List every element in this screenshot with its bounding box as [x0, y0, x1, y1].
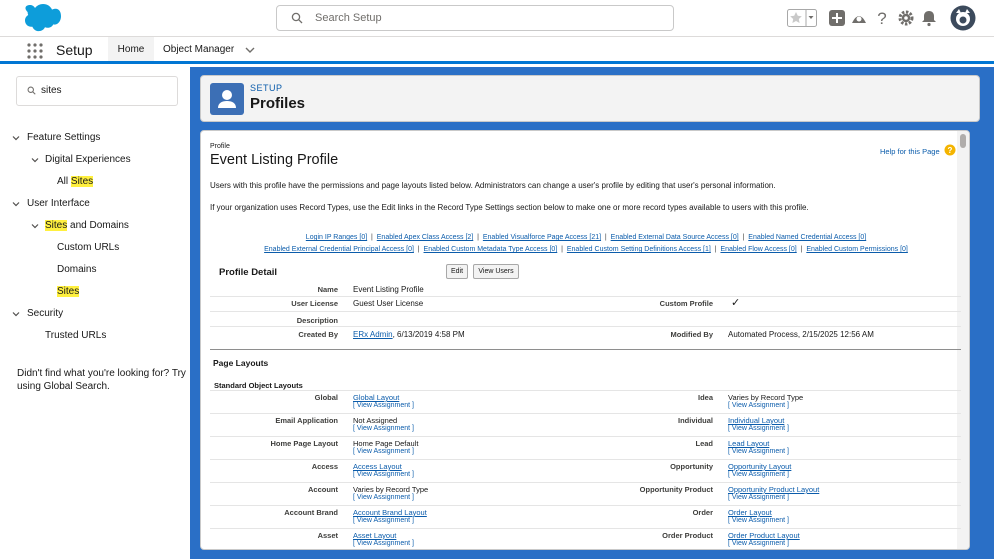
divider [210, 505, 961, 506]
view-assignment-link[interactable]: [ View Assignment ] [728, 471, 789, 478]
field-label-description: Description [296, 316, 338, 325]
related-link[interactable]: Login IP Ranges [0] [305, 234, 368, 241]
layout-link[interactable]: Lead Layout [728, 439, 770, 448]
layout-value: Not Assigned [353, 416, 398, 425]
divider [210, 390, 961, 391]
global-header [0, 0, 994, 37]
sidebar-item-sites[interactable] [57, 286, 79, 297]
quick-find-value: sites [41, 85, 62, 96]
layout-object-label: Account Brand [284, 508, 338, 517]
edit-button[interactable]: Edit [446, 264, 468, 279]
user-avatar-icon[interactable] [950, 5, 976, 31]
related-link[interactable]: Enabled Custom Permissions [0] [806, 246, 908, 253]
layout-object-label: Order [692, 508, 713, 517]
section-divider [210, 349, 961, 350]
chevron-down-icon[interactable] [12, 134, 20, 142]
checkmark-icon: ✓ [731, 297, 741, 309]
related-link[interactable]: Enabled Apex Class Access [2] [376, 234, 474, 241]
search-icon [27, 86, 36, 95]
divider [210, 311, 961, 312]
profile-icon [210, 83, 244, 115]
chevron-down-icon[interactable] [31, 222, 39, 230]
profile-content-frame [200, 130, 970, 550]
layout-link[interactable]: Access Layout [353, 462, 402, 471]
sidebar-help-text: Didn't find what you're looking for? Try using Global Search. [17, 368, 186, 392]
view-users-button[interactable]: View Users [473, 264, 519, 279]
search-highlight: Sites [70, 176, 94, 187]
chevron-down-icon[interactable] [31, 156, 39, 164]
sidebar-item-digital-experiences[interactable]: Digital Experiences [45, 154, 131, 165]
salesforce-logo-icon[interactable] [17, 4, 61, 34]
page-title: Profiles [250, 95, 306, 112]
sidebar-item-feature-settings[interactable]: Feature Settings [27, 132, 101, 143]
notifications-bell-icon[interactable] [919, 8, 939, 28]
divider [210, 326, 961, 327]
field-label-user-license: User License [291, 299, 338, 308]
sidebar-item-label: All [57, 176, 71, 187]
layout-object-label: Lead [695, 439, 713, 448]
related-link[interactable]: Enabled Custom Metadata Type Access [0] [423, 246, 558, 253]
search-placeholder: Search Setup [315, 12, 382, 24]
profile-detail-heading: Profile Detail [219, 267, 278, 278]
view-assignment-link[interactable]: [ View Assignment ] [353, 494, 414, 501]
global-search-input[interactable] [276, 5, 674, 31]
layout-object-label: Access [311, 462, 338, 471]
help-icon[interactable] [872, 8, 892, 28]
help-icon[interactable] [944, 144, 956, 156]
related-link[interactable]: Enabled Flow Access [0] [720, 246, 797, 253]
field-label-custom-profile: Custom Profile [659, 299, 713, 308]
intro-text-1: Users with this profile have the permissions and page layouts listed below. Administrators can change a user's profile by editing that user's personal information. [210, 181, 776, 190]
sidebar-item-trusted-urls[interactable]: Trusted URLs [45, 330, 107, 341]
related-link[interactable]: Enabled Named Credential Access [0] [748, 234, 867, 241]
intro-text-2: If your organization uses Record Types, use the Edit links in the Record Type Settings section below to make one or more record types available to users with this profile. [210, 203, 809, 212]
field-value-name: Event Listing Profile [353, 285, 424, 294]
page-layouts-heading: Page Layouts [213, 358, 269, 368]
sidebar-item-custom-urls[interactable]: Custom URLs [57, 242, 120, 253]
layout-link[interactable]: Asset Layout [353, 531, 397, 540]
view-assignment-link[interactable]: [ View Assignment ] [728, 494, 789, 501]
layout-object-label: Asset [317, 531, 338, 540]
favorites-star-icon[interactable] [787, 8, 817, 28]
layout-link[interactable]: Opportunity Layout [728, 462, 792, 471]
view-assignment-link[interactable]: [ View Assignment ] [728, 448, 789, 455]
main-region [190, 67, 994, 559]
setup-sidebar [0, 67, 190, 559]
page-header [200, 75, 980, 122]
related-links-row-1: Login IP Ranges [0] | Enabled Apex Class Access [2] | Enabled Visualforce Page Access [21] | Enabled External Data Source Access [0] | Enabled Named Credential Access [0] [305, 234, 867, 241]
scrollbar[interactable] [957, 131, 969, 550]
app-navigation-bar [0, 37, 994, 64]
layout-link[interactable]: Order Product Layout [728, 531, 800, 540]
search-highlight: Sites [57, 286, 80, 297]
tab-object-manager[interactable]: Object Manager [163, 44, 235, 55]
related-link[interactable]: Enabled Visualforce Page Access [21] [482, 234, 602, 241]
quick-find-input[interactable] [16, 76, 178, 106]
layout-value: Varies by Record Type [353, 485, 429, 494]
field-label-modified-by: Modified By [670, 330, 713, 339]
scrollbar-thumb[interactable] [960, 134, 966, 148]
related-link[interactable]: Enabled External Data Source Access [0] [610, 234, 739, 241]
layout-object-label: Home Page Layout [270, 439, 338, 448]
layout-link[interactable]: Order Layout [728, 508, 772, 517]
layout-object-label: Opportunity [670, 462, 713, 471]
related-links-row-2: Enabled External Credential Principal Access [0] | Enabled Custom Metadata Type Access [0] | Enabled Custom Setting Definitions Access [1] | Enabled Flow Access [0] | Enabled Custom Permissions [0] [264, 246, 908, 253]
app-name: Setup [56, 42, 93, 58]
standard-layouts-heading: Standard Object Layouts [214, 381, 303, 390]
view-assignment-link[interactable]: [ View Assignment ] [353, 425, 414, 432]
layout-object-label: Global [314, 393, 338, 402]
view-assignment-link[interactable]: [ View Assignment ] [353, 517, 414, 524]
view-assignment-link[interactable]: [ View Assignment ] [353, 540, 414, 547]
field-label-name: Name [317, 285, 338, 294]
layout-object-label: Individual [677, 416, 713, 425]
view-assignment-link[interactable]: [ View Assignment ] [728, 425, 789, 432]
sidebar-item-user-interface[interactable]: User Interface [27, 198, 90, 209]
divider [210, 528, 961, 529]
view-assignment-link[interactable]: [ View Assignment ] [353, 448, 414, 455]
layout-object-label: Order Product [662, 531, 713, 540]
layout-object-label: Account [308, 485, 338, 494]
chevron-down-icon[interactable] [12, 310, 20, 318]
related-link[interactable]: Enabled Custom Setting Definitions Access [1] [566, 246, 711, 253]
help-link[interactable]: Help for this Page [880, 147, 940, 156]
trailhead-guidance-icon[interactable] [849, 8, 869, 28]
object-type-label: Profile [210, 143, 230, 150]
field-value-created-by [353, 330, 465, 339]
sidebar-item-label: and Domains [67, 220, 129, 231]
view-assignment-link[interactable]: [ View Assignment ] [728, 402, 789, 409]
view-assignment-link[interactable]: [ View Assignment ] [728, 517, 789, 524]
chevron-down-icon[interactable] [12, 200, 20, 208]
created-by-user-link[interactable]: ERx Admin [353, 330, 393, 339]
tab-home[interactable]: Home [108, 37, 154, 64]
layout-link[interactable]: Global Layout [353, 393, 400, 402]
sidebar-item-all-sites[interactable] [57, 176, 93, 187]
divider [210, 413, 961, 414]
svg-text:?: ? [947, 146, 953, 155]
layout-value: Home Page Default [353, 439, 419, 448]
sidebar-item-domains[interactable]: Domains [57, 264, 97, 275]
svg-text:?: ? [877, 9, 887, 28]
page-eyebrow: SETUP [250, 83, 283, 93]
divider [210, 436, 961, 437]
layout-value: Varies by Record Type [728, 393, 804, 402]
search-highlight: Sites [45, 220, 68, 231]
created-date: , 6/13/2019 4:58 PM [392, 330, 465, 339]
view-assignment-link[interactable]: [ View Assignment ] [353, 402, 414, 409]
layout-link[interactable]: Individual Layout [728, 416, 785, 425]
app-launcher-icon[interactable] [27, 43, 43, 59]
profile-title: Event Listing Profile [210, 152, 339, 168]
divider [210, 482, 961, 483]
field-label-created-by: Created By [298, 330, 338, 339]
layout-link[interactable]: Opportunity Product Layout [728, 485, 820, 494]
divider [210, 296, 961, 297]
divider [210, 459, 961, 460]
view-assignment-link[interactable]: [ View Assignment ] [353, 471, 414, 478]
chevron-down-icon[interactable] [245, 46, 255, 54]
field-value-modified-by: Automated Process, 2/15/2025 12:56 AM [728, 330, 874, 339]
search-icon [291, 12, 303, 24]
view-assignment-link[interactable]: [ View Assignment ] [728, 540, 789, 547]
field-value-user-license: Guest User License [353, 299, 424, 308]
sidebar-item-security[interactable]: Security [27, 308, 64, 319]
related-link[interactable]: Enabled External Credential Principal Access [0] [264, 246, 414, 253]
global-actions-plus-icon[interactable] [827, 8, 847, 28]
layout-link[interactable]: Account Brand Layout [353, 508, 427, 517]
layout-object-label: Opportunity Product [639, 485, 713, 494]
sidebar-item-sites-and-domains[interactable] [45, 220, 129, 231]
setup-gear-icon[interactable] [896, 8, 916, 28]
layout-object-label: Email Application [275, 416, 338, 425]
layout-object-label: Idea [697, 393, 713, 402]
